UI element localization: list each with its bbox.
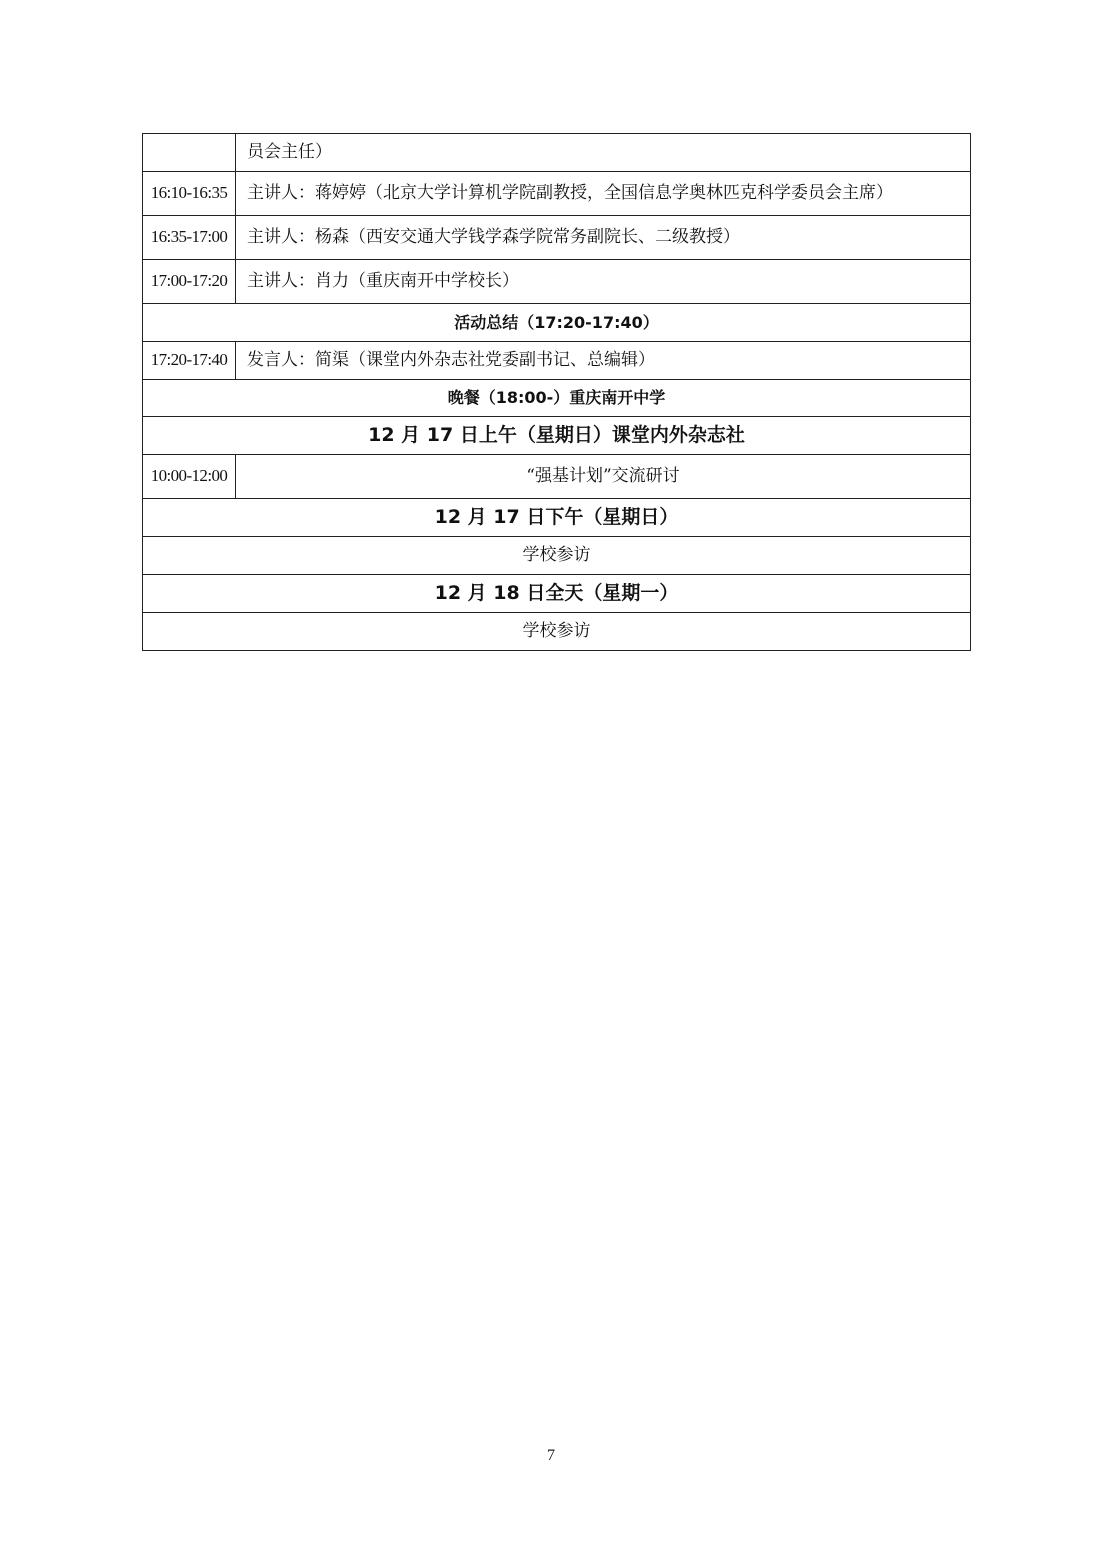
note-cell: 学校参访	[143, 537, 971, 575]
table-row	[143, 455, 971, 499]
section-title: 活动总结（17:20-17:40）	[143, 304, 971, 342]
day-heading: 12 月 17 日下午（星期日）	[143, 499, 971, 537]
content-cell: “强基计划”交流研讨	[236, 455, 971, 499]
time-cell: 16:10-16:35	[143, 172, 236, 216]
content-cell: 主讲人：杨森（西安交通大学钱学森学院常务副院长、二级教授）	[236, 216, 971, 260]
schedule-table	[142, 133, 971, 651]
content-cell: 员会主任）	[236, 134, 971, 172]
time-cell: 10:00-12:00	[143, 455, 236, 499]
table-row	[143, 260, 971, 304]
content-cell: 发言人：简渠（课堂内外杂志社党委副书记、总编辑）	[236, 342, 971, 380]
day-heading: 12 月 18 日全天（星期一）	[143, 575, 971, 613]
table-row	[143, 134, 971, 172]
day-heading-row	[143, 575, 971, 613]
time-cell: 16:35-17:00	[143, 216, 236, 260]
day-heading-row	[143, 499, 971, 537]
note-row	[143, 613, 971, 651]
day-heading: 12 月 17 日上午（星期日）课堂内外杂志社	[143, 417, 971, 455]
table-row	[143, 216, 971, 260]
note-row	[143, 537, 971, 575]
section-title: 晚餐（18:00-）重庆南开中学	[143, 380, 971, 417]
time-cell: 17:00-17:20	[143, 260, 236, 304]
note-cell: 学校参访	[143, 613, 971, 651]
day-heading-row	[143, 417, 971, 455]
content-cell: 主讲人：蒋婷婷（北京大学计算机学院副教授，全国信息学奥林匹克科学委员会主席）	[236, 172, 971, 216]
time-cell: 17:20-17:40	[143, 342, 236, 380]
table-row	[143, 342, 971, 380]
table-row	[143, 172, 971, 216]
content-cell: 主讲人：肖力（重庆南开中学校长）	[236, 260, 971, 304]
section-row	[143, 380, 971, 417]
time-cell	[143, 134, 236, 172]
section-row	[143, 304, 971, 342]
page-number: 7	[547, 1447, 555, 1464]
